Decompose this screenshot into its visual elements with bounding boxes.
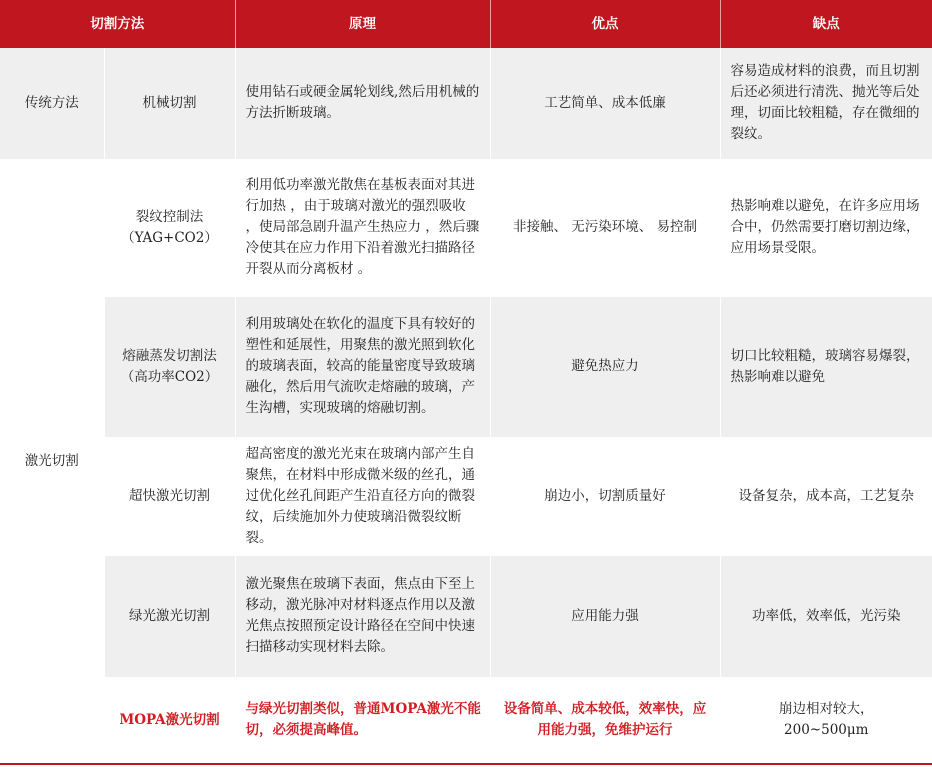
principle-cell: 超高密度的激光光束在玻璃内部产生自聚焦，在材料中形成微米级的丝孔，通过优化丝孔间距产生沿直径方向的微裂纹，后续施加外力使玻璃沿微裂纹断裂。 bbox=[235, 437, 490, 555]
header-principle: 原理 bbox=[235, 0, 490, 48]
header-row bbox=[0, 0, 932, 48]
pros-cell: 设备简单、成本较低，效率快，应用能力强，免维护运行 bbox=[490, 677, 720, 763]
cons-cell: 功率低，效率低，光污染 bbox=[720, 555, 932, 677]
pros-cell: 工艺简单、成本低廉 bbox=[490, 48, 720, 159]
method-cell: 熔融蒸发切割法 （高功率CO2） bbox=[104, 296, 235, 437]
cons-cell: 崩边相对较大， 200~500μm bbox=[720, 677, 932, 763]
table-row bbox=[0, 48, 932, 159]
cons-cell: 设备复杂，成本高，工艺复杂 bbox=[720, 437, 932, 555]
method-cell: 绿光激光切割 bbox=[104, 555, 235, 677]
bottom-rule bbox=[0, 763, 932, 765]
table-row bbox=[0, 159, 932, 296]
group-label-laser: 激光切割 bbox=[0, 159, 104, 763]
principle-cell: 利用低功率激光散焦在基板表面对其进行加热 ，由于玻璃对激光的强烈吸收 ，使局部急剧升温产生热应力 ，然后骤冷使其在应力作用下沿着激光扫描路径开裂从而分离板材 。 bbox=[235, 159, 490, 296]
pros-cell: 避免热应力 bbox=[490, 296, 720, 437]
principle-cell: 利用玻璃处在软化的温度下具有较好的塑性和延展性，用聚焦的激光照到软化的玻璃表面，较高的能量密度导致玻璃融化，然后用气流吹走熔融的玻璃，产生沟槽，实现玻璃的熔融切割。 bbox=[235, 296, 490, 437]
cons-cell: 切口比较粗糙，玻璃容易爆裂，热影响难以避免 bbox=[720, 296, 932, 437]
header-pros: 优点 bbox=[490, 0, 720, 48]
pros-cell: 崩边小，切割质量好 bbox=[490, 437, 720, 555]
method-cell: 裂纹控制法 （YAG+CO2） bbox=[104, 159, 235, 296]
cons-cell: 热影响难以避免，在许多应用场合中，仍然需要打磨切割边缘，应用场景受限。 bbox=[720, 159, 932, 296]
principle-cell: 激光聚焦在玻璃下表面，焦点由下至上移动，激光脉冲对材料逐点作用以及激光焦点按照预定设计路径在空间中快速扫描移动实现材料去除。 bbox=[235, 555, 490, 677]
method-cell: 超快激光切割 bbox=[104, 437, 235, 555]
header-cons: 缺点 bbox=[720, 0, 932, 48]
table-row bbox=[0, 437, 932, 555]
principle-cell: 使用钻石或硬金属轮划线,然后用机械的方法折断玻璃。 bbox=[235, 48, 490, 159]
principle-cell: 与绿光切割类似，普通MOPA激光不能切，必须提高峰值。 bbox=[235, 677, 490, 763]
method-cell: 机械切割 bbox=[104, 48, 235, 159]
table-row bbox=[0, 296, 932, 437]
cons-cell: 容易造成材料的浪费，而且切割后还必须进行清洗、抛光等后处理，切面比较粗糙，存在微细的裂纹。 bbox=[720, 48, 932, 159]
table-row-highlight bbox=[0, 677, 932, 763]
group-label-traditional: 传统方法 bbox=[0, 48, 104, 159]
pros-cell: 应用能力强 bbox=[490, 555, 720, 677]
header-method: 切割方法 bbox=[0, 0, 235, 48]
table-row bbox=[0, 555, 932, 677]
method-cell: MOPA激光切割 bbox=[104, 677, 235, 763]
pros-cell: 非接触、 无污染环境、 易控制 bbox=[490, 159, 720, 296]
